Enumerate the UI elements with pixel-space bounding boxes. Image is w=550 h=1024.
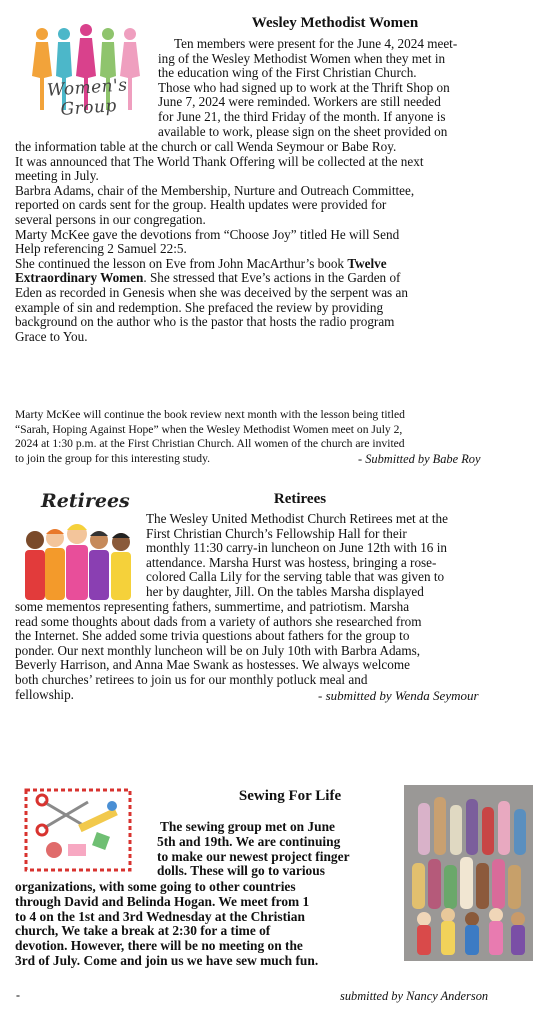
wesley-line: Grace to You. (15, 328, 88, 344)
sewing-kit-illustration (24, 788, 132, 872)
sewing-line: to 4 on the 1st and 3rd Wednesday at the Christian (15, 908, 305, 924)
sewing-top-line: 5th and 19th. We are continuing (157, 833, 341, 849)
wesley-closing-line: to join the group for this interesting study. (15, 451, 211, 465)
wesley-closing-line: 2024 at 1:30 p.m. at the First Christian Church. All women of the church are invited (15, 437, 405, 451)
sewing-title: Sewing For Life (238, 788, 342, 804)
wesley-closing-line: Marty McKee will continue the book review next month with the lesson being titled (15, 408, 405, 421)
wesley-top-line: available to work, please sign on the sheet provided on (158, 123, 448, 139)
sewing-top-line: dolls. These will go to various (157, 863, 325, 879)
wesley-lesson-text: She continued the lesson on Eve from John MacArthur’s book (15, 255, 345, 271)
wesley-top-line: June 7, 2024 were reminded. Workers are still needed (158, 94, 441, 110)
retirees-top-line: First Christian Church’s Fellowship Hall for their (146, 525, 407, 541)
retirees-signature: - submitted by Wenda Seymour (318, 688, 479, 703)
sewing-dash: - (16, 988, 20, 1002)
wesley-line: Eden as recorded in Genesis when she was deceived by the serpent was an (15, 284, 408, 300)
retirees-line: the Internet. She added some trivia questions about fathers for the group to (15, 628, 410, 644)
wesley-line: reported on cards sent for the group. Health updates were provided for (15, 197, 387, 213)
sewing-top-line: to make our newest project finger (157, 848, 350, 864)
book-title-part-b: Extraordinary Women (15, 270, 144, 286)
retirees-line: ponder. Our next monthly luncheon will be on July 10th with Barbra Adams, (15, 642, 421, 658)
sewing-line: 3rd of July. Come and join us we have sew much fun. (15, 952, 319, 968)
wesley-lesson-continued: . She stressed that Eve’s actions in the Garden of (143, 270, 401, 286)
sewing-line: organizations, with some going to other countries (15, 879, 296, 894)
retirees-line: Beverly Harrison, and Anna Mae Swank as hostesses. We always welcome (15, 657, 410, 673)
wesley-line: meeting in July. (15, 168, 99, 184)
retirees-line: fellowship. (15, 686, 74, 702)
wesley-line: Barbra Adams, chair of the Membership, Nurture and Outreach Committee, (15, 182, 415, 198)
sewing-body (15, 880, 318, 969)
finger-dolls-middle-row (412, 857, 521, 909)
wesley-line: example of sin and redemption. She prefaced the review by providing (15, 299, 384, 315)
sewing-signature: submitted by Nancy Anderson (340, 989, 489, 1003)
wesley-top-line: for June 21, the third Friday of the month. If anyone is (158, 108, 446, 124)
wesley-title: Wesley Methodist Women (251, 15, 419, 31)
retirees-top-line: her by daughter, Jill. On the tables Marsha displayed (146, 583, 424, 599)
retirees-top-line: colored Calla Lily for the serving table that was given to (146, 569, 445, 585)
book-title-part-a: Twelve (347, 255, 387, 271)
retirees-line: both churches’ retirees to join us for our monthly potluck meal and (15, 671, 368, 687)
wesley-line (15, 271, 535, 286)
sewing-line: devotion. However, there will be no meeting on the (15, 938, 303, 954)
wesley-body (15, 140, 535, 344)
womens-group-logo (22, 20, 154, 120)
retirees-line: read some thoughts about dads from a variety of authors she researched from (15, 613, 422, 629)
retirees-logo-text: Retirees (41, 490, 130, 512)
wesley-top-paragraph (158, 37, 457, 139)
sewing-line: church, We take a break at 2:30 for a time of (15, 923, 271, 939)
retirees-logo (15, 490, 145, 606)
finger-dolls-back-row (418, 797, 526, 855)
retirees-top-line: attendance. Marsha Hurst was hostess, bringing a rose- (146, 554, 437, 570)
retirees-line: some mementos representing fathers, summertime, and patriotism. Marsha (15, 599, 410, 614)
wesley-line (15, 257, 535, 272)
wesley-line: It was announced that The World Thank Offering will be collected at the next (15, 153, 424, 169)
wesley-top-line: Ten members were present for the June 4, 2024 meet- (174, 36, 458, 51)
finger-dolls-photo (404, 785, 533, 961)
sewing-top-line: The sewing group met on June (160, 819, 335, 834)
wesley-line: background on the author who is the pastor that hosts the radio program (15, 314, 395, 330)
retirees-top-line: monthly 11:30 carry-in luncheon on June 12th with 16 in (146, 540, 447, 556)
sewing-line: through David and Belinda Hogan. We meet from 1 (15, 893, 310, 909)
wesley-line: several persons in our congregation. (15, 211, 206, 227)
wesley-line: the information table at the church or call Wenda Seymour or Babe Roy. (15, 139, 397, 154)
wesley-top-line: the education wing of the First Christian Church. (158, 65, 417, 81)
wesley-top-line: Those who had signed up to work at the Thrift Shop on (158, 79, 450, 95)
retirees-top-paragraph (146, 512, 448, 600)
sewing-top-paragraph (157, 820, 350, 879)
wesley-line: Marty McKee gave the devotions from “Choose Joy” titled He will Send (15, 226, 400, 242)
retirees-top-line: The Wesley United Methodist Church Retirees met at the (146, 511, 448, 526)
retirees-body (15, 600, 535, 702)
retirees-people-illustration (25, 524, 131, 600)
retirees-title: Retirees (273, 491, 327, 507)
wesley-signature: - Submitted by Babe Roy (358, 452, 481, 466)
womens-group-logo-text: Women's Group (46, 75, 129, 120)
wesley-line: Help referencing 2 Samuel 22:5. (15, 241, 187, 257)
wesley-closing-line: “Sarah, Hoping Against Hope” when the Wesley Methodist Women meet on July 2, (15, 422, 403, 436)
wesley-top-line: ing of the Wesley Methodist Women when they met in (158, 50, 446, 66)
